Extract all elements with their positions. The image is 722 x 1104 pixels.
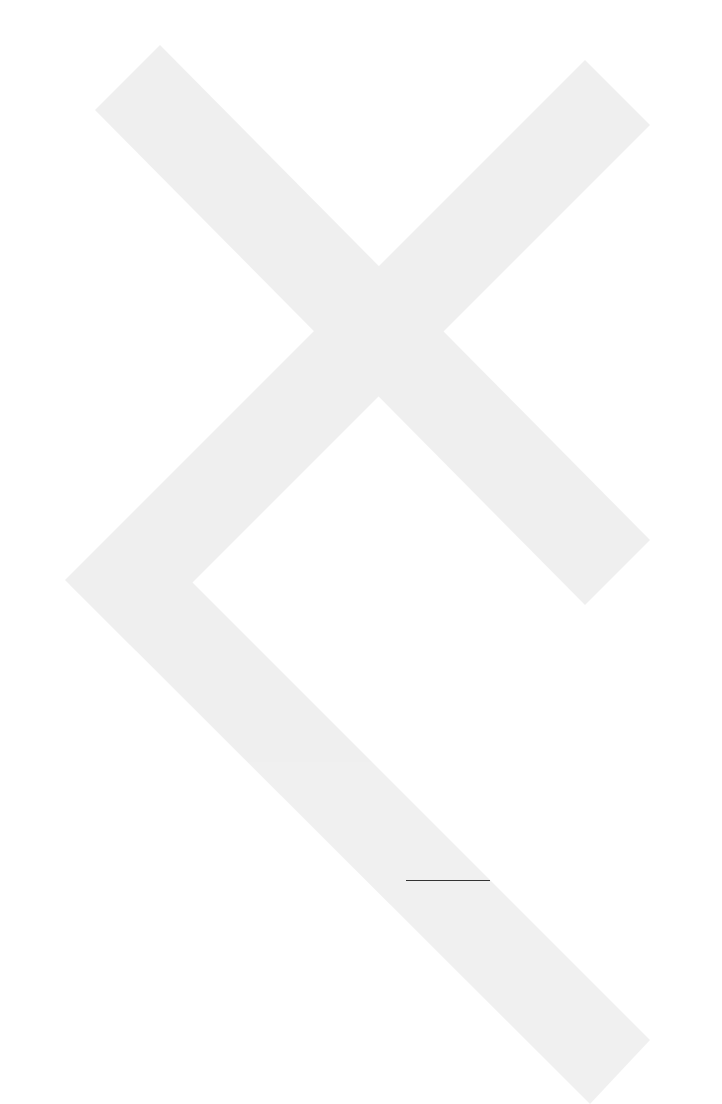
total-rule: [406, 880, 490, 881]
